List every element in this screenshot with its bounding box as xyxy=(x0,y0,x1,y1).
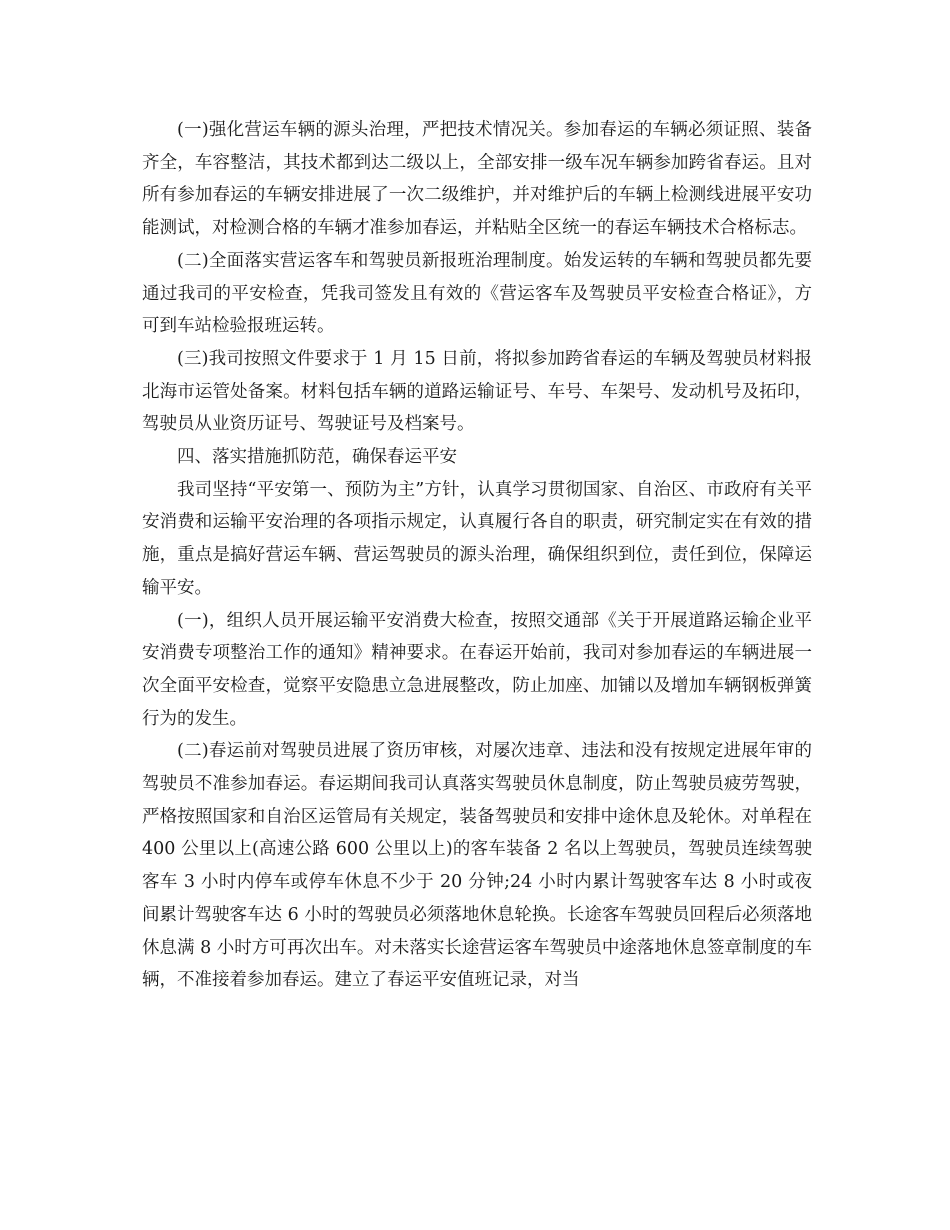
paragraph-safety-inspection: (一)，组织人员开展运输平安消费大检查，按照交通部《关于开展道路运输企业平安消费专项整治工作的通知》精神要求。在春运开始前，我司对参加春运的车辆进展一次全面平安检查，觉察平安隐患立急进展整改，防止加座、加铺以及增加车辆钢板弹簧行为的发生。 xyxy=(142,610,812,729)
paragraph-safety-policy: 我司坚持“平安第一、预防为主”方针，认真学习贯彻国家、自治区、市政府有关平安消费和运输平安治理的各项指示规定，认真履行各自的职责，研究制定实在有效的措施，重点是搞好营运车辆、营运驾驶员的源头治理，确保组织到位，责任到位，保障运输平安。 xyxy=(142,479,812,598)
document-body xyxy=(142,114,812,997)
paragraph-vehicle-source-control: (一)强化营运车辆的源头治理，严把技术情况关。参加春运的车辆必须证照、装备齐全，车容整洁，其技术都到达二级以上，全部安排一级车况车辆参加跨省春运。且对所有参加春运的车辆安排进展了一次二级维护，并对维护后的车辆上检测线进展平安功能测试，对检测合格的车辆才准参加春运，并粘贴全区统一的春运车辆技术合格标志。 xyxy=(142,120,812,239)
paragraph-report-management: (二)全面落实营运客车和驾驶员新报班治理制度。始发运转的车辆和驾驶员都先要通过我司的平安检查，凭我司签发且有效的《营运客车及驾驶员平安检查合格证》，方可到车站检验报班运转。 xyxy=(142,250,812,337)
paragraph-driver-rest-rules: (二)春运前对驾驶员进展了资历审核，对屡次违章、违法和没有按规定进展年审的驾驶员不准参加春运。春运期间我司认真落实驾驶员休息制度，防止驾驶员疲劳驾驶，严格按照国家和自治区运管局有关规定，装备驾驶员和安排中途休息及轮休。对单程在 400 公里以上(高速公路 600 公里以上)的客车装备 2 名以上驾驶员，驾驶员连续驾驶客车 3 小时内停车或停车休息不少于 20 分钟;24 小时内累计驾驶客车达 8 小时或夜间累计驾驶客车达 6 小时的驾驶员必须落地休息轮换。长途客车驾驶员回程后必须落地休息满 8 小时方可再次出车。对未落实长途营运客车驾驶员中途落地休息签章制度的车辆，不准接着参加春运。建立了春运平安值班记录，对当 xyxy=(142,741,812,991)
section-heading-safety-measures: 四、落实措施抓防范，确保春运平安 xyxy=(177,447,457,468)
paragraph-filing-materials: (三)我司按照文件要求于 1 月 15 日前，将拟参加跨省春运的车辆及驾驶员材料报北海市运管处备案。材料包括车辆的道路运输证号、车号、车架号、发动机号及拓印，驾驶员从业资历证号、驾驶证号及档案号。 xyxy=(142,348,812,435)
